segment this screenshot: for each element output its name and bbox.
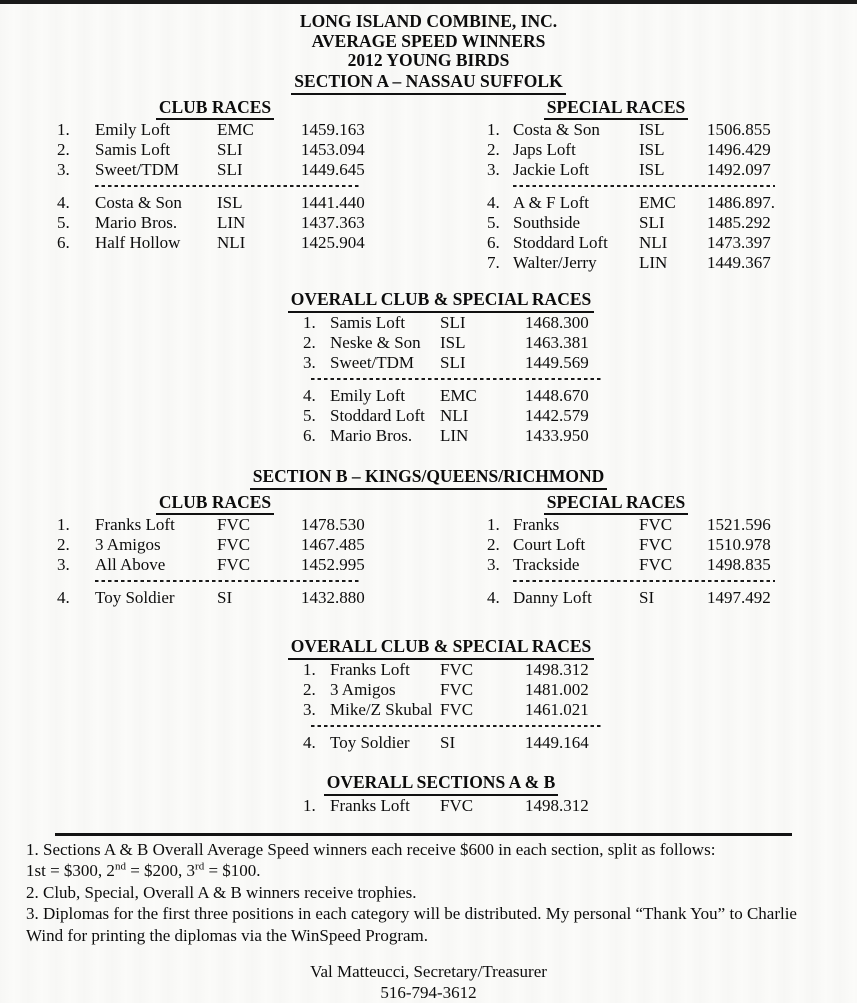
average-speed: 1463.381: [525, 333, 633, 353]
average-speed: 1498.312: [525, 796, 633, 816]
prize-split-text: = $200, 3: [126, 861, 195, 880]
table-row: [57, 160, 407, 180]
table-row: [303, 406, 633, 426]
club-races-a-table: [57, 120, 407, 253]
average-speed: 1437.363: [301, 213, 407, 233]
loft-name: Mario Bros.: [330, 426, 440, 446]
loft-name: Danny Loft: [513, 588, 639, 608]
rank-number: 5.: [303, 406, 330, 426]
section-b-heading-wrap: [0, 466, 857, 490]
average-speed: 1498.835: [707, 555, 827, 575]
rank-number: 1.: [57, 515, 95, 535]
dashed-divider: [513, 185, 775, 187]
table-row: [487, 160, 827, 180]
special-races-b-heading: SPECIAL RACES: [544, 492, 689, 515]
note-3: 3. Diplomas for the first three positions in each category will be distributed. My personal “Thank You” to Charlie Wind for printing the diplomas via the WinSpeed Program.: [26, 903, 831, 946]
average-speed: 1449.569: [525, 353, 633, 373]
average-speed: 1521.596: [707, 515, 827, 535]
club-code: FVC: [639, 535, 707, 555]
overall-ab-heading: OVERALL SECTIONS A & B: [324, 772, 559, 796]
dashed-divider: [311, 378, 603, 380]
horizontal-rule: [55, 833, 792, 836]
rank-number: 6.: [57, 233, 95, 253]
rank-number: 1.: [57, 120, 95, 140]
club-code: ISL: [639, 140, 707, 160]
table-row: [57, 555, 407, 575]
loft-name: Neske & Son: [330, 333, 440, 353]
loft-name: Toy Soldier: [95, 588, 217, 608]
section-b-heading: SECTION B – KINGS/QUEENS/RICHMOND: [250, 466, 608, 490]
loft-name: Court Loft: [513, 535, 639, 555]
signature-block: [0, 962, 857, 1003]
club-code: FVC: [440, 700, 525, 720]
average-speed: 1481.002: [525, 680, 633, 700]
table-row: [303, 680, 633, 700]
table-row: [303, 386, 633, 406]
overall-b-heading: OVERALL CLUB & SPECIAL RACES: [288, 636, 594, 660]
section-b-overall-block: [0, 636, 857, 753]
club-races-b-heading: CLUB RACES: [156, 492, 274, 515]
loft-name: Costa & Son: [513, 120, 639, 140]
rank-number: 2.: [487, 140, 513, 160]
club-races-b-heading-wrap: [0, 492, 430, 515]
club-code: EMC: [217, 120, 301, 140]
loft-name: Walter/Jerry: [513, 253, 639, 273]
doc-year-line: 2012 YOUNG BIRDS: [0, 51, 857, 71]
table-row: [487, 140, 827, 160]
loft-name: Jackie Loft: [513, 160, 639, 180]
section-a-heading: SECTION A – NASSAU SUFFOLK: [291, 71, 565, 95]
note-2: 2. Club, Special, Overall A & B winners receive trophies.: [26, 882, 831, 904]
table-row: [57, 120, 407, 140]
overall-a-table: [303, 313, 633, 446]
table-row: [57, 515, 407, 535]
rank-number: 1.: [487, 120, 513, 140]
table-row: [57, 233, 407, 253]
dashed-divider: [95, 580, 361, 582]
club-code: NLI: [440, 406, 525, 426]
table-row: [303, 426, 633, 446]
prize-split-text: 1st = $300, 2: [26, 861, 115, 880]
table-row: [487, 588, 827, 608]
table-row: [57, 535, 407, 555]
dashed-divider: [513, 580, 775, 582]
rank-number: 4.: [303, 386, 330, 406]
footnotes: [26, 839, 831, 947]
table-row: [57, 193, 407, 213]
rank-number: 1.: [303, 796, 330, 816]
rank-number: 1.: [303, 660, 330, 680]
average-speed: 1448.670: [525, 386, 633, 406]
table-row: [487, 193, 827, 213]
average-speed: 1486.897.: [707, 193, 827, 213]
loft-name: Mario Bros.: [95, 213, 217, 233]
overall-ab-block: [0, 772, 857, 816]
average-speed: 1497.492: [707, 588, 827, 608]
club-code: FVC: [440, 660, 525, 680]
section-a-special-column: [430, 97, 857, 273]
rank-number: 4.: [303, 733, 330, 753]
club-code: FVC: [440, 680, 525, 700]
loft-name: Japs Loft: [513, 140, 639, 160]
club-code: SLI: [217, 160, 301, 180]
dashed-divider: [95, 185, 361, 187]
overall-ab-table: [303, 796, 633, 816]
average-speed: 1506.855: [707, 120, 827, 140]
rank-number: 5.: [57, 213, 95, 233]
table-row: [303, 353, 633, 373]
club-code: ISL: [639, 160, 707, 180]
special-races-a-heading-wrap: [430, 97, 857, 120]
loft-name: Franks: [513, 515, 639, 535]
loft-name: Franks Loft: [330, 660, 440, 680]
club-code: ISL: [217, 193, 301, 213]
loft-name: A & F Loft: [513, 193, 639, 213]
rank-number: 7.: [487, 253, 513, 273]
average-speed: 1449.645: [301, 160, 407, 180]
table-row: [487, 535, 827, 555]
club-code: FVC: [639, 555, 707, 575]
rank-number: 2.: [303, 333, 330, 353]
overall-a-heading: OVERALL CLUB & SPECIAL RACES: [288, 289, 594, 313]
rank-number: 3.: [57, 160, 95, 180]
rank-number: 3.: [57, 555, 95, 575]
average-speed: 1453.094: [301, 140, 407, 160]
average-speed: 1459.163: [301, 120, 407, 140]
club-code: SLI: [639, 213, 707, 233]
loft-name: Stoddard Loft: [513, 233, 639, 253]
average-speed: 1452.995: [301, 555, 407, 575]
average-speed: 1467.485: [301, 535, 407, 555]
rank-number: 2.: [487, 535, 513, 555]
secretary-name: Val Matteucci, Secretary/Treasurer: [0, 962, 857, 983]
special-races-b-table: [487, 515, 827, 608]
average-speed: 1441.440: [301, 193, 407, 213]
club-code: FVC: [440, 796, 525, 816]
table-row: [487, 555, 827, 575]
table-row: [303, 700, 633, 720]
phone-number: 516-794-3612: [0, 983, 857, 1003]
table-row: [487, 515, 827, 535]
table-row: [303, 333, 633, 353]
rank-number: 2.: [57, 140, 95, 160]
average-speed: 1498.312: [525, 660, 633, 680]
average-speed: 1442.579: [525, 406, 633, 426]
rank-number: 2.: [303, 680, 330, 700]
club-code: FVC: [217, 535, 301, 555]
club-code: SLI: [217, 140, 301, 160]
table-row: [303, 660, 633, 680]
table-row: [487, 120, 827, 140]
rank-number: 1.: [303, 313, 330, 333]
average-speed: 1461.021: [525, 700, 633, 720]
rank-number: 6.: [303, 426, 330, 446]
rank-number: 4.: [487, 193, 513, 213]
average-speed: 1432.880: [301, 588, 407, 608]
club-code: FVC: [217, 515, 301, 535]
section-a-overall-block: [0, 289, 857, 446]
rank-number: 2.: [57, 535, 95, 555]
club-code: NLI: [639, 233, 707, 253]
loft-name: Emily Loft: [95, 120, 217, 140]
club-code: NLI: [217, 233, 301, 253]
club-code: SI: [217, 588, 301, 608]
overall-ab-heading-wrap: [0, 772, 857, 796]
club-code: SLI: [440, 313, 525, 333]
rank-number: 1.: [487, 515, 513, 535]
doc-title: LONG ISLAND COMBINE, INC.: [0, 12, 857, 32]
loft-name: Trackside: [513, 555, 639, 575]
rank-number: 4.: [487, 588, 513, 608]
loft-name: Southside: [513, 213, 639, 233]
section-b-special-column: [430, 492, 857, 608]
loft-name: 3 Amigos: [330, 680, 440, 700]
ordinal-suffix: rd: [195, 860, 204, 872]
club-code: FVC: [217, 555, 301, 575]
rank-number: 5.: [487, 213, 513, 233]
club-races-a-heading: CLUB RACES: [156, 97, 274, 120]
average-speed: 1473.397: [707, 233, 827, 253]
average-speed: 1496.429: [707, 140, 827, 160]
loft-name: Half Hollow: [95, 233, 217, 253]
loft-name: Mike/Z Skubal: [330, 700, 440, 720]
average-speed: 1492.097: [707, 160, 827, 180]
document-page: [0, 4, 857, 1003]
club-code: LIN: [217, 213, 301, 233]
rank-number: 3.: [487, 555, 513, 575]
club-code: EMC: [440, 386, 525, 406]
loft-name: All Above: [95, 555, 217, 575]
loft-name: Franks Loft: [95, 515, 217, 535]
section-b-tables: [0, 492, 857, 608]
rank-number: 3.: [303, 353, 330, 373]
note-1-line-2: [26, 860, 831, 882]
average-speed: 1449.367: [707, 253, 827, 273]
club-code: LIN: [440, 426, 525, 446]
rank-number: 4.: [57, 588, 95, 608]
prize-split-text: = $100.: [204, 861, 260, 880]
rank-number: 3.: [303, 700, 330, 720]
special-races-a-table: [487, 120, 827, 273]
table-row: [303, 796, 633, 816]
club-code: SI: [440, 733, 525, 753]
loft-name: Samis Loft: [330, 313, 440, 333]
table-row: [57, 213, 407, 233]
average-speed: 1433.950: [525, 426, 633, 446]
loft-name: Sweet/TDM: [95, 160, 217, 180]
dashed-divider: [311, 725, 603, 727]
rank-number: 6.: [487, 233, 513, 253]
loft-name: 3 Amigos: [95, 535, 217, 555]
doc-subtitle: AVERAGE SPEED WINNERS: [0, 32, 857, 52]
club-code: SI: [639, 588, 707, 608]
club-races-a-heading-wrap: [0, 97, 430, 120]
table-row: [487, 233, 827, 253]
table-row: [303, 733, 633, 753]
special-races-b-heading-wrap: [430, 492, 857, 515]
loft-name: Costa & Son: [95, 193, 217, 213]
table-row: [303, 313, 633, 333]
loft-name: Samis Loft: [95, 140, 217, 160]
club-code: ISL: [639, 120, 707, 140]
table-row: [487, 253, 827, 273]
club-code: EMC: [639, 193, 707, 213]
loft-name: Toy Soldier: [330, 733, 440, 753]
club-code: SLI: [440, 353, 525, 373]
club-code: ISL: [440, 333, 525, 353]
loft-name: Sweet/TDM: [330, 353, 440, 373]
note-1-line-1: 1. Sections A & B Overall Average Speed winners each receive $600 in each section, split as follows:: [26, 839, 831, 861]
special-races-a-heading: SPECIAL RACES: [544, 97, 689, 120]
overall-b-table: [303, 660, 633, 753]
loft-name: Franks Loft: [330, 796, 440, 816]
rank-number: 3.: [487, 160, 513, 180]
rank-number: 4.: [57, 193, 95, 213]
average-speed: 1468.300: [525, 313, 633, 333]
overall-a-heading-wrap: [0, 289, 857, 313]
club-code: FVC: [639, 515, 707, 535]
table-row: [57, 588, 407, 608]
average-speed: 1425.904: [301, 233, 407, 253]
section-b-club-column: [0, 492, 430, 608]
section-a-club-column: [0, 97, 430, 273]
average-speed: 1510.978: [707, 535, 827, 555]
average-speed: 1485.292: [707, 213, 827, 233]
average-speed: 1478.530: [301, 515, 407, 535]
club-races-b-table: [57, 515, 407, 608]
loft-name: Emily Loft: [330, 386, 440, 406]
average-speed: 1449.164: [525, 733, 633, 753]
table-row: [487, 213, 827, 233]
section-a-tables: [0, 97, 857, 273]
overall-b-heading-wrap: [0, 636, 857, 660]
ordinal-suffix: nd: [115, 860, 126, 872]
loft-name: Stoddard Loft: [330, 406, 440, 426]
table-row: [57, 140, 407, 160]
club-code: LIN: [639, 253, 707, 273]
section-a-heading-wrap: [0, 71, 857, 95]
